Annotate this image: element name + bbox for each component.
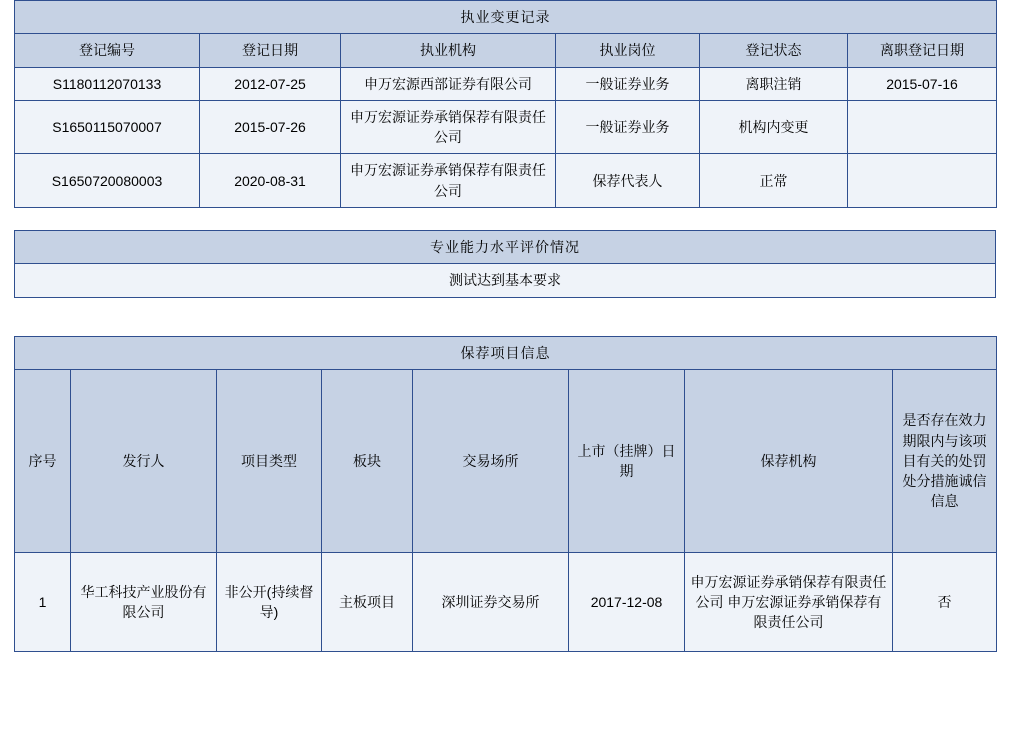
cell-position: 保荐代表人 <box>556 154 700 208</box>
column-header-position: 执业岗位 <box>556 34 700 67</box>
table-row <box>15 552 997 651</box>
cell-reg-date: 2015-07-26 <box>200 100 341 154</box>
capability-title: 专业能力水平评价情况 <box>15 231 996 264</box>
column-header-leave-date: 离职登记日期 <box>848 34 997 67</box>
sponsor-projects-header-row <box>15 369 997 552</box>
cell-position: 一般证券业务 <box>556 100 700 154</box>
column-header-index: 序号 <box>15 369 71 552</box>
column-header-issuer: 发行人 <box>71 369 217 552</box>
cell-reg-date: 2012-07-25 <box>200 67 341 100</box>
cell-reg-no: S1650720080003 <box>15 154 200 208</box>
cell-leave-date <box>848 100 997 154</box>
practice-change-title-row <box>15 1 997 34</box>
cell-leave-date <box>848 154 997 208</box>
cell-institution: 申万宏源证券承销保荐有限责任公司 <box>341 100 556 154</box>
column-header-institution: 执业机构 <box>341 34 556 67</box>
cell-reg-no: S1180112070133 <box>15 67 200 100</box>
capability-note-row <box>15 264 996 297</box>
column-header-reg-date: 登记日期 <box>200 34 341 67</box>
cell-board: 主板项目 <box>322 552 413 651</box>
cell-list-date: 2017-12-08 <box>569 552 685 651</box>
cell-institution: 申万宏源西部证券有限公司 <box>341 67 556 100</box>
capability-note: 测试达到基本要求 <box>15 264 996 297</box>
sponsor-projects-table <box>14 336 997 652</box>
column-header-status: 登记状态 <box>700 34 848 67</box>
column-header-project-type: 项目类型 <box>217 369 322 552</box>
cell-status: 正常 <box>700 154 848 208</box>
capability-table <box>14 230 996 298</box>
cell-index: 1 <box>15 552 71 651</box>
cell-institution: 申万宏源证券承销保荐有限责任公司 <box>341 154 556 208</box>
cell-leave-date: 2015-07-16 <box>848 67 997 100</box>
column-header-exchange: 交易场所 <box>413 369 569 552</box>
cell-issuer: 华工科技产业股份有限公司 <box>71 552 217 651</box>
practice-change-title: 执业变更记录 <box>15 1 997 34</box>
cell-reg-no: S1650115070007 <box>15 100 200 154</box>
sponsor-projects-title: 保荐项目信息 <box>15 336 997 369</box>
column-header-penalty: 是否存在效力期限内与该项目有关的处罚处分措施诚信信息 <box>893 369 997 552</box>
column-header-board: 板块 <box>322 369 413 552</box>
column-header-sponsor: 保荐机构 <box>685 369 893 552</box>
table-row <box>15 154 997 208</box>
cell-exchange: 深圳证券交易所 <box>413 552 569 651</box>
column-header-list-date: 上市（挂牌）日期 <box>569 369 685 552</box>
cell-reg-date: 2020-08-31 <box>200 154 341 208</box>
section-spacer <box>0 208 1012 230</box>
table-row <box>15 100 997 154</box>
cell-penalty: 否 <box>893 552 997 651</box>
practice-change-header-row <box>15 34 997 67</box>
cell-sponsor: 申万宏源证券承销保荐有限责任公司 申万宏源证券承销保荐有限责任公司 <box>685 552 893 651</box>
cell-project-type: 非公开(持续督导) <box>217 552 322 651</box>
cell-position: 一般证券业务 <box>556 67 700 100</box>
capability-title-row <box>15 231 996 264</box>
cell-status: 机构内变更 <box>700 100 848 154</box>
column-header-reg-no: 登记编号 <box>15 34 200 67</box>
practice-change-table <box>14 0 997 208</box>
sponsor-projects-title-row <box>15 336 997 369</box>
cell-status: 离职注销 <box>700 67 848 100</box>
section-spacer <box>0 298 1012 336</box>
table-row <box>15 67 997 100</box>
